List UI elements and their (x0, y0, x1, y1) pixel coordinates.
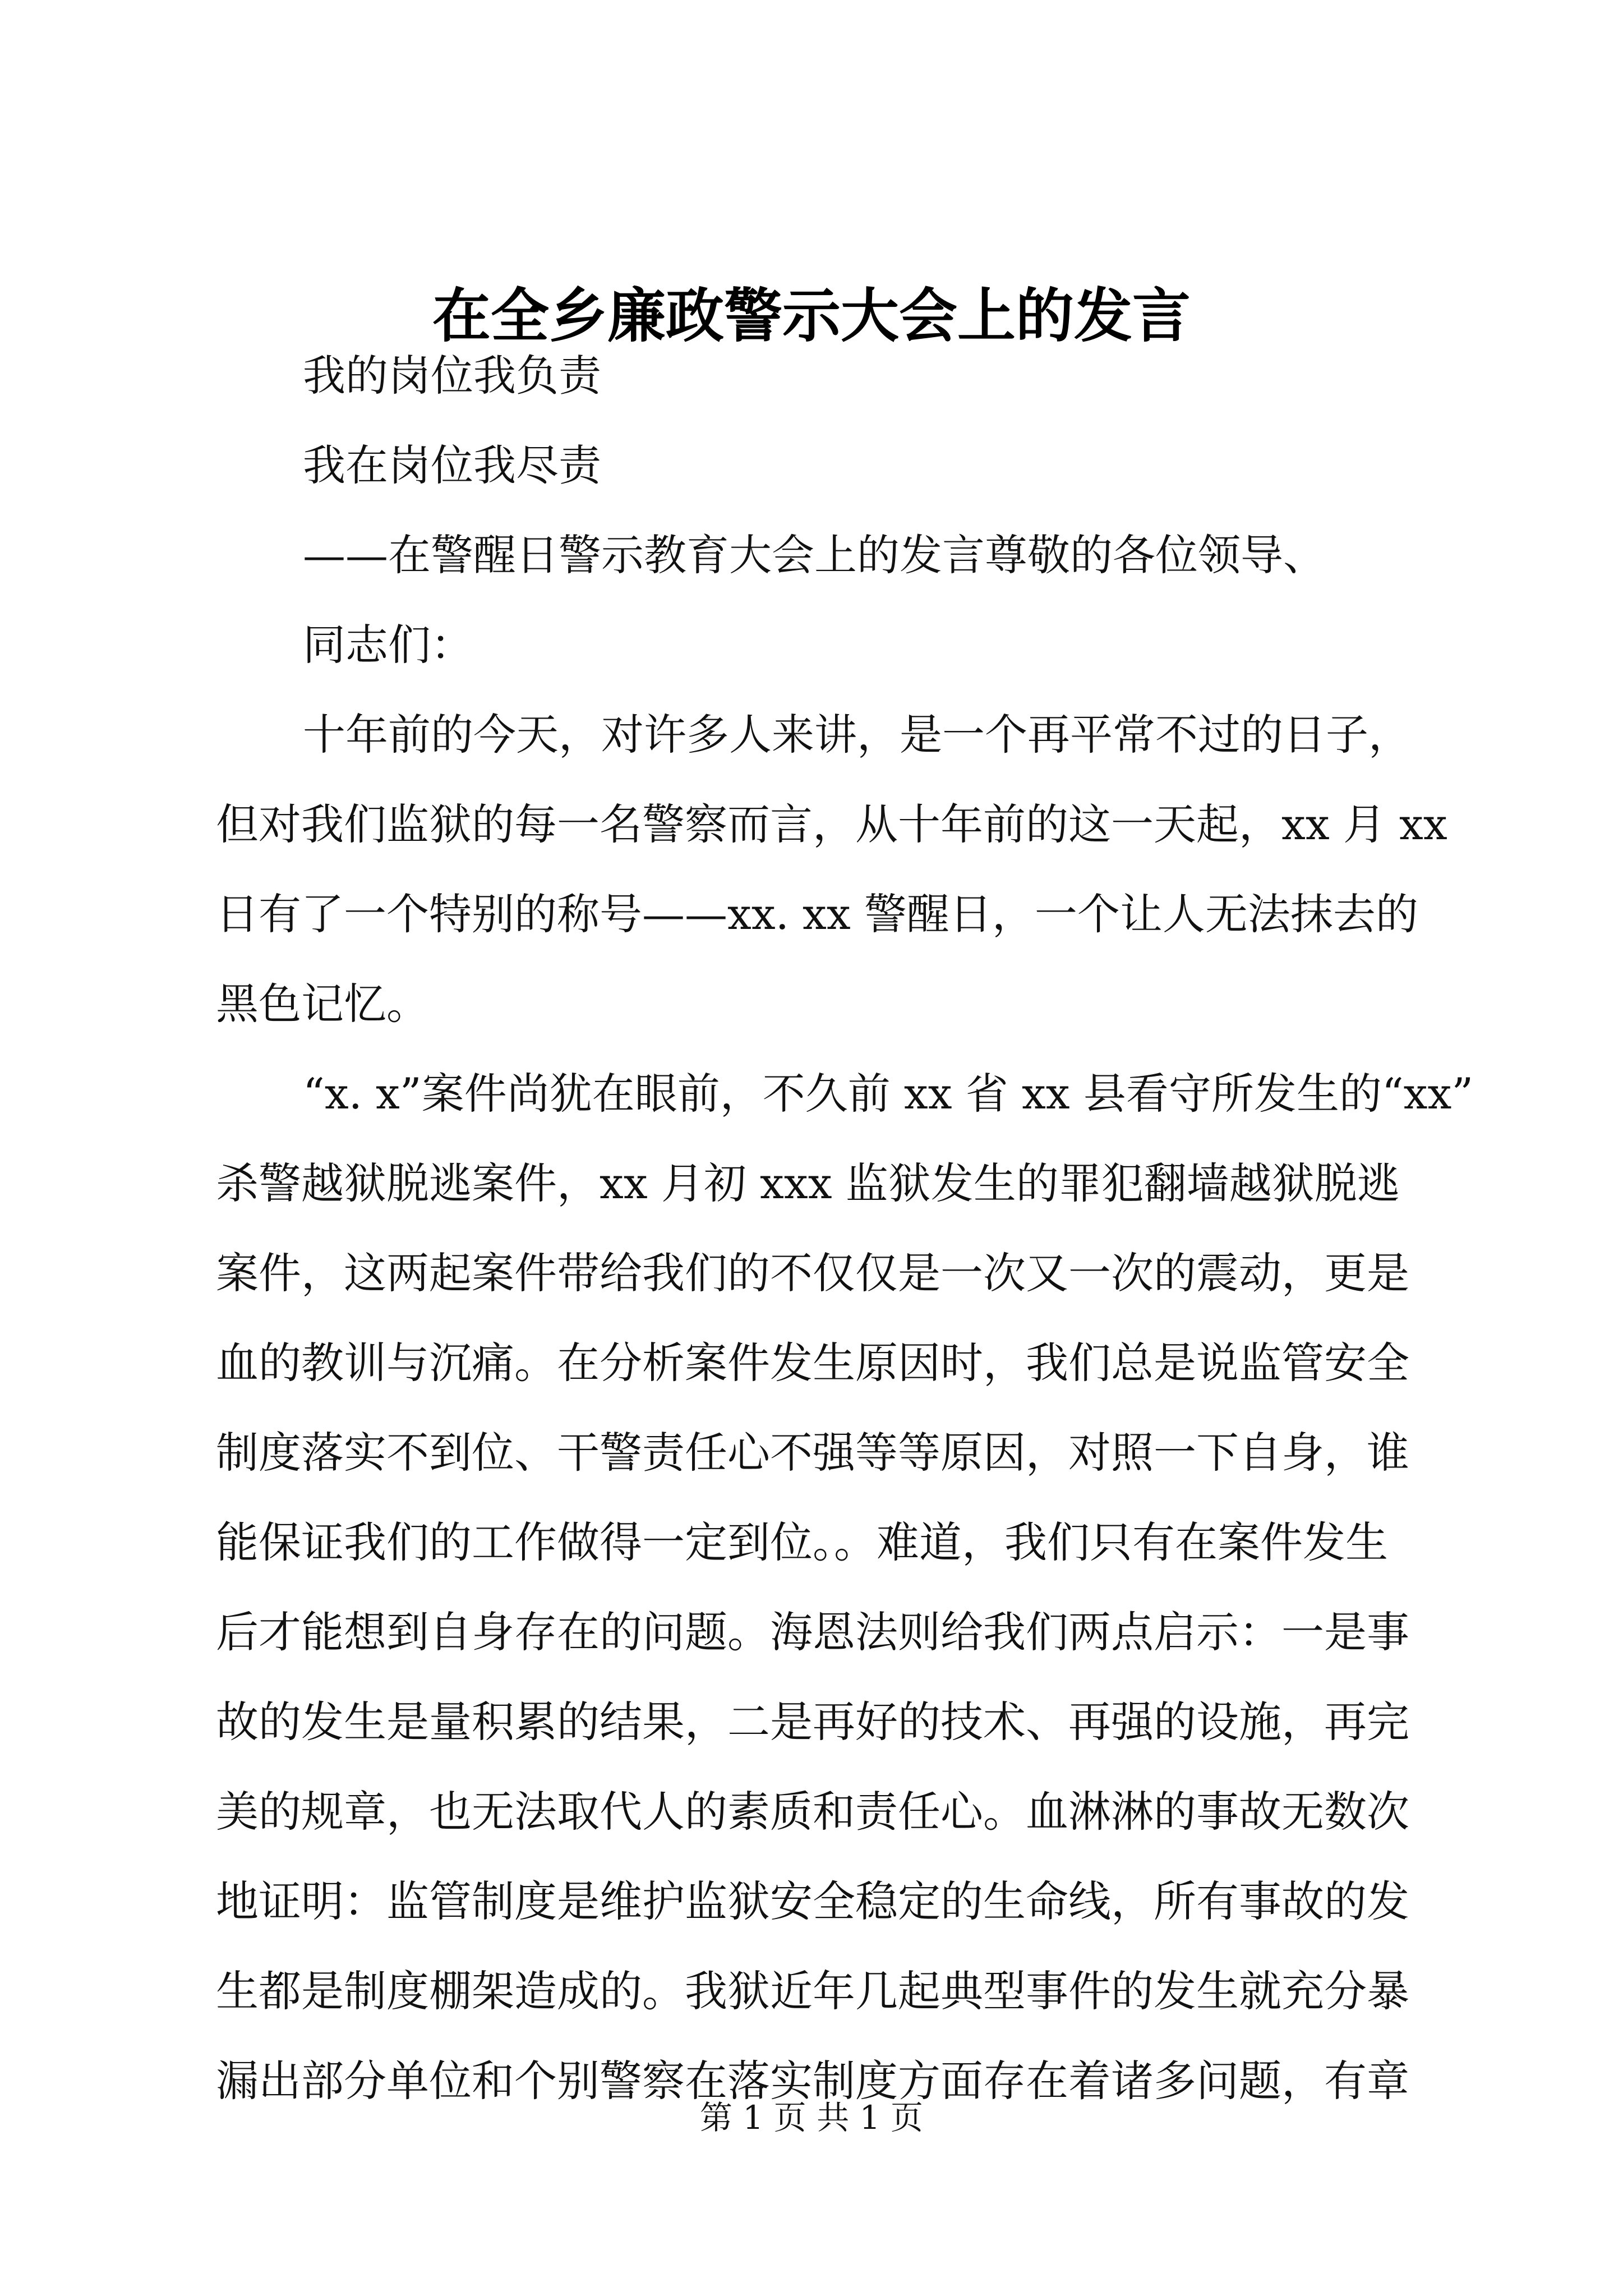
text-line: 同志们： (303, 620, 473, 670)
text-line: 但对我们监狱的每一名警察而言，从十年前的这一天起，xx 月 xx (216, 799, 1447, 849)
text-line: 地证明：监管制度是维护监狱安全稳定的生命线，所有事故的发 (216, 1876, 1409, 1926)
text-line: 案件，这两起案件带给我们的不仅仅是一次又一次的震动，更是 (216, 1248, 1409, 1298)
text-line: 我在岗位我尽责 (303, 440, 601, 490)
text-line: 能保证我们的工作做得一定到位。。难道，我们只有在案件发生 (216, 1517, 1388, 1567)
text-line: “x. x”案件尚犹在眼前，不久前 xx 省 xx 县看守所发生的“xx” (303, 1069, 1474, 1119)
text-line: ——在警醒日警示教育大会上的发言尊敬的各位领导、 (303, 530, 1326, 580)
text-line: 黑色记忆。 (216, 979, 429, 1029)
text-line: 故的发生是量积累的结果，二是再好的技术、再强的设施，再完 (216, 1697, 1409, 1747)
text-line: 十年前的今天，对许多人来讲，是一个再平常不过的日子， (303, 710, 1411, 760)
document-title: 在全乡廉政警示大会上的发言 (432, 282, 1191, 350)
text-line: 日有了一个特别的称号——xx. xx 警醒日，一个让人无法抹去的 (216, 889, 1418, 939)
text-line: 我的岗位我负责 (303, 351, 601, 401)
text-line: 美的规章，也无法取代人的素质和责任心。血淋淋的事故无数次 (216, 1787, 1409, 1837)
text-line: 生都是制度棚架造成的。我狱近年几起典型事件的发生就充分暴 (216, 1966, 1409, 2016)
text-line: 制度落实不到位、干警责任心不强等等原因，对照一下自身，谁 (216, 1428, 1409, 1478)
text-line: 后才能想到自身存在的问题。海恩法则给我们两点启示：一是事 (216, 1607, 1409, 1657)
page-footer: 第 1 页 共 1 页 (700, 2099, 923, 2137)
text-line: 漏出部分单位和个别警察在落实制度方面存在着诸多问题，有章 (216, 2056, 1409, 2106)
text-line: 血的教训与沉痛。在分析案件发生原因时，我们总是说监管安全 (216, 1338, 1409, 1388)
text-line: 杀警越狱脱逃案件，xx 月初 xxx 监狱发生的罪犯翻墙越狱脱逃 (216, 1158, 1400, 1208)
